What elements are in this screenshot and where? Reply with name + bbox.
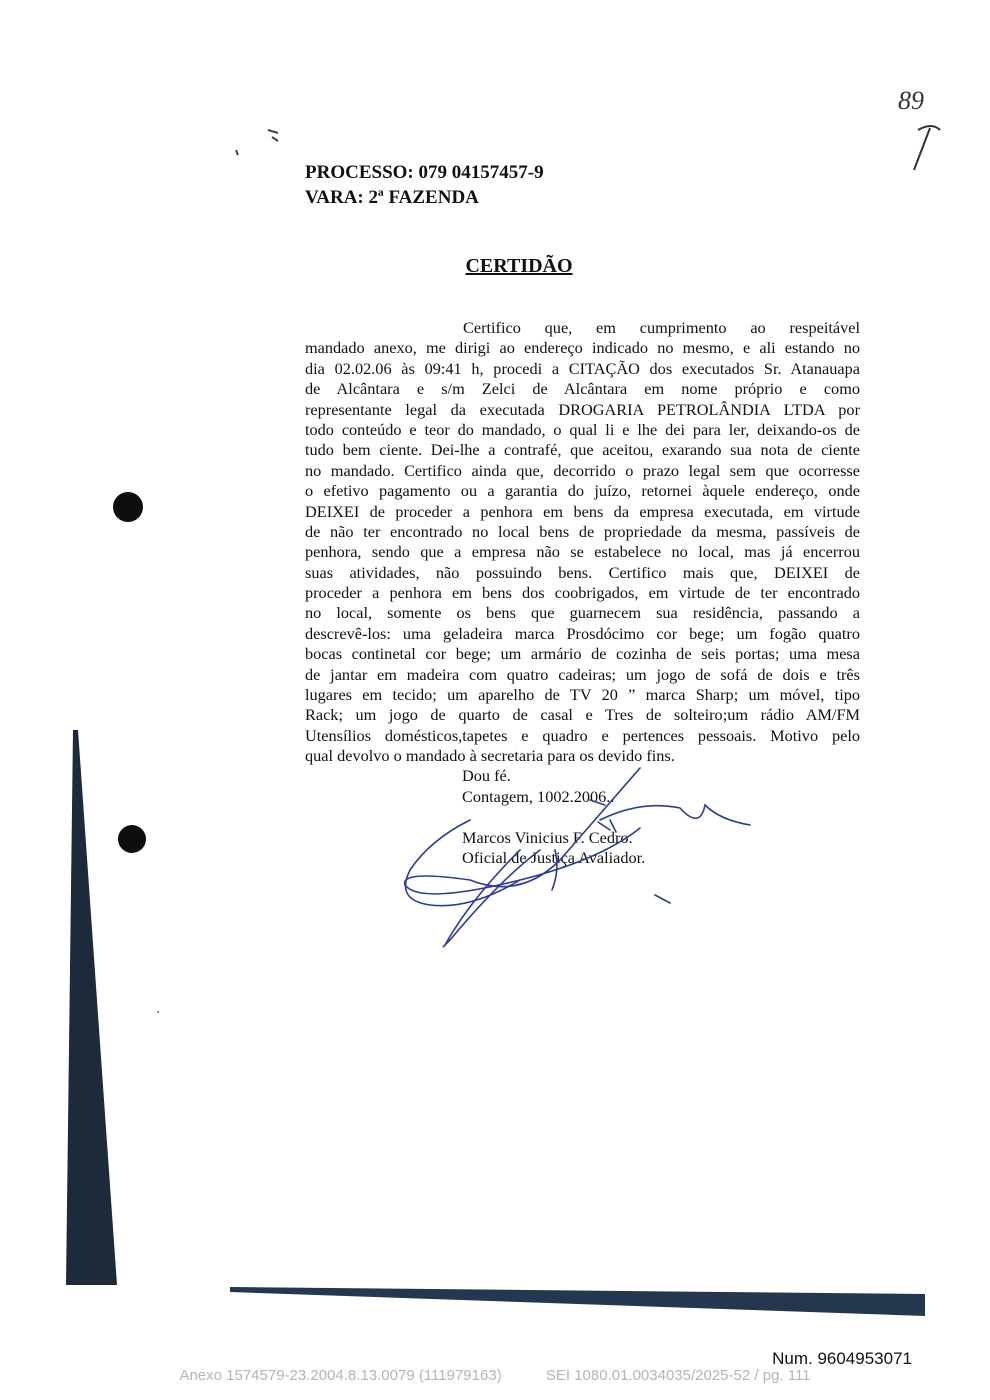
body-line: suas atividades, não possuindo bens. Certifico mais que, DEIXEI de [305, 562, 860, 582]
place-and-date: Contagem, 1002.2006.. [462, 787, 615, 806]
body-line: de não ter encontrado no local bens de propriedade da mesma, passíveis de [305, 521, 860, 541]
body-line: proceder a penhora em bens dos coobrigados, em virtude de ter encontrado [305, 583, 860, 603]
body-line: no mandado. Certifico ainda que, decorrido o prazo legal sem que ocorresse [305, 460, 860, 480]
sei-reference: SEI 1080.01.0034035/2025-52 / pg. 111 [545, 1367, 811, 1384]
document-title: CERTIDÃO [465, 255, 573, 277]
body-line: descrevê-los: uma geladeira marca Prosdócimo cor bege; um fogão quatro [305, 623, 860, 643]
body-line: qual devolvo o mandado à secretaria para os devido fins. [305, 746, 675, 766]
body-line: mandado anexo, me dirigi ao endereço indicado no mesmo, e ali estando no [305, 338, 860, 358]
footer-metadata [0, 1367, 990, 1384]
court-division: VARA: 2ª FAZENDA [305, 187, 479, 208]
signer-role: Oficial de Justiça Avaliador. [462, 848, 646, 867]
body-line: tudo bem ciente. Dei-lhe a contrafé, que aceitou, exarando sua nota de ciente [305, 440, 860, 460]
document-number: Num. 9604953071 [772, 1349, 912, 1368]
process-number: PROCESSO: 079 04157457-9 [305, 162, 544, 183]
body-line: DEIXEI de proceder a penhora em bens da empresa executada, em virtude [305, 501, 860, 521]
signer-name: Marcos Vinicius F. Cedro. [462, 828, 633, 847]
body-line: de jantar em madeira com quatro cadeiras; um jogo de sofá de dois e três [305, 664, 860, 684]
body-line: Certifico que, em cumprimento ao respeitável [463, 318, 860, 337]
body-line: Utensílios domésticos,tapetes e quadro e pertences pessoais. Motivo pelo [305, 725, 860, 745]
body-line: penhora, sendo que a empresa não se estabelece no local, mas já encerrou [305, 542, 860, 562]
body-line: o efetivo pagamento ou a garantia do juízo, retornei àquele endereço, onde [305, 481, 860, 501]
body-line: bocas continetal cor bege; um armário de cozinha de seis portas; uma mesa [305, 644, 860, 664]
body-line: lugares em tecido; um aparelho de TV 20 ” marca Sharp; um móvel, tipo [305, 685, 860, 705]
body-line: no local, somente os bens que guarnecem sua residência, passando a [305, 603, 860, 623]
body-line: dia 02.02.06 às 09:41 h, procedi a CITAÇÃO dos executados Sr. Atanauapa [305, 358, 860, 378]
body-line: representante legal da executada DROGARIA PETROLÂNDIA LTDA por [305, 399, 860, 419]
body-line: de Alcântara e s/m Zelci de Alcântara em nome próprio e como [305, 379, 860, 399]
body-line: Rack; um jogo de quarto de casal e Tres de solteiro;um rádio AM/FM [305, 705, 860, 725]
margin-page-number: 89 [898, 86, 924, 115]
annex-reference: Anexo 1574579-23.2004.8.13.0079 (111979163) [179, 1367, 502, 1384]
body-line: todo conteúdo e teor do mandado, o qual li e lhe dei para ler, deixando-os de [305, 419, 860, 439]
closing-dou-fe: Dou fé. [462, 766, 511, 785]
